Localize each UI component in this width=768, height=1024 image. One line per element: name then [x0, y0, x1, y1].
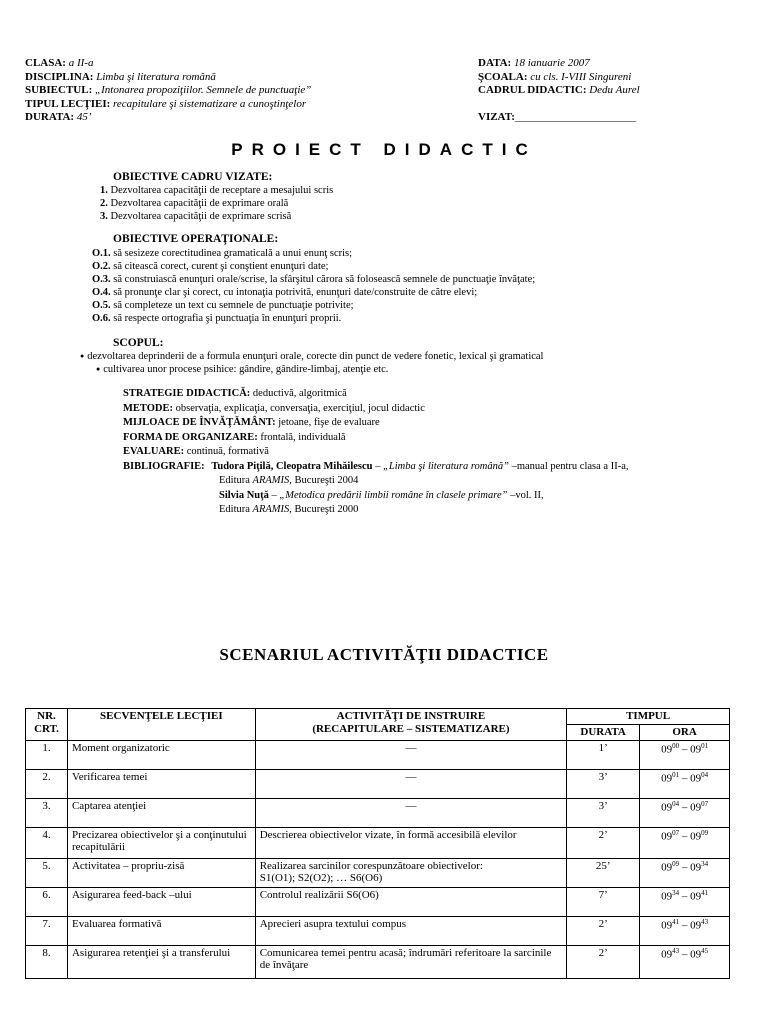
cell-ora: $09^{09} - 09^{34}$ [640, 859, 730, 888]
cell-activitate: Descrierea obiectivelor vizate, în formă accesibilă elevilor [255, 828, 566, 859]
cell-activitate: Aprecieri asupra textului compus [255, 917, 566, 946]
table-row [26, 917, 730, 946]
table-row [26, 859, 730, 888]
cell-activitate: — [255, 741, 566, 770]
table-row [26, 799, 730, 828]
bibliografie-row: Silvia Nuţă – „Metodica predării limbii române în clasele primare” –vol. II, [219, 489, 544, 501]
table-row [26, 946, 730, 979]
strategie-row: STRATEGIE DIDACTICĂ: deductivă, algoritmică [123, 388, 347, 399]
scenariu-table [25, 708, 730, 979]
obiective-cadru-heading: OBIECTIVE CADRU VIZATE: [113, 171, 273, 183]
cell-nr: 8. [26, 946, 68, 979]
cell-durata: 2’ [567, 946, 640, 979]
table-row [26, 828, 730, 859]
cell-ora: $09^{07} - 09^{09}$ [640, 828, 730, 859]
strategie-row: MIJLOACE DE ÎNVĂŢĂMÂNT: jetoane, fişe de evaluare [123, 417, 380, 428]
list-item: 1. Dezvoltarea capacităţii de receptare a mesajului scris [100, 185, 334, 196]
table-row [26, 888, 730, 917]
table-header-row [26, 709, 730, 725]
cell-durata: 3’ [567, 770, 640, 799]
header-durata: DURATA [567, 725, 640, 741]
cell-activitate: — [255, 770, 566, 799]
header-timpul: TIMPUL [567, 709, 730, 725]
obiective-operationale-list [92, 247, 535, 325]
list-item: O.1. să sesizeze corectitudinea gramaticală a unui enunţ scris; [92, 248, 353, 259]
cell-activitate: Comunicarea temei pentru acasă; îndrumări referitoare la sarcinile de învăţare [255, 946, 566, 979]
strategie-row: FORMA DE ORGANIZARE: frontală, individuală [123, 431, 346, 443]
scopul-heading: SCOPUL: [113, 337, 164, 349]
scopul-list [80, 350, 543, 376]
table-row [26, 770, 730, 799]
cell-secventa: Activitatea – propriu-zisă [67, 859, 255, 888]
header-row: SUBIECTUL: „Intonarea propoziţiilor. Semnele de punctuaţie” [25, 84, 312, 96]
cell-nr: 1. [26, 741, 68, 770]
list-item: O.6. să respecte ortografia şi punctuaţia în enunţuri proprii. [92, 313, 342, 324]
list-item: ● cultivarea unor procese psihice: gândire, gândire-limbaj, atenţie etc. [96, 363, 543, 376]
header-row: TIPUL LECŢIEI: recapitulare şi sistematizare a cunoştinţelor [25, 97, 307, 110]
cell-secventa: Precizarea obiectivelor şi a conţinutului recapitulării [67, 828, 255, 859]
bibliografie-row: BIBLIOGRAFIE: Tudora Piţilă, Cleopatra Mihăilescu – „Limba şi literatura română” –manual pentru clasa a II-a, [123, 460, 629, 472]
obiective-operationale-heading: OBIECTIVE OPERAŢIONALE: [113, 233, 279, 245]
list-item: ● dezvoltarea deprinderii de a formula enunţuri orale, corecte din punct de vedere fonetic, lexical şi gramatical [80, 350, 543, 363]
list-item: O.4. să pronunţe clar şi corect, cu intonaţia potrivită, enunţuri date/construite de către elevi; [92, 287, 478, 298]
header-row: CLASA: a II-a [25, 57, 94, 69]
cell-activitate: — [255, 799, 566, 828]
header-row: CADRUL DIDACTIC: Dedu Aurel [478, 84, 640, 96]
cell-activitate: Realizarea sarcinilor corespunzătoare obiectivelor: S1(O1); S2(O2); … S6(O6) [255, 859, 566, 888]
cell-nr: 4. [26, 828, 68, 859]
header-right [478, 57, 640, 125]
cell-secventa: Moment organizatoric [67, 741, 255, 770]
bibliografie-row: Editura ARAMIS, Bucureşti 2000 [219, 504, 359, 515]
cell-nr: 5. [26, 859, 68, 888]
strategie-row: METODE: observaţia, explicaţia, conversaţia, exerciţiul, jocul didactic [123, 402, 425, 414]
header-ora: ORA [640, 725, 730, 741]
obiective-cadru-list [100, 184, 333, 223]
cell-secventa: Asigurarea feed-back –ului [67, 888, 255, 917]
cell-secventa: Evaluarea formativă [67, 917, 255, 946]
list-item: 3. Dezvoltarea capacităţii de exprimare scrisă [100, 211, 292, 222]
header-nr: NR. CRT. [26, 709, 68, 741]
list-item: O.5. să completeze un text cu semnele de punctuaţie potrivite; [92, 300, 354, 311]
header-secventele: SECVENŢELE LECŢIEI [67, 709, 255, 741]
cell-ora: $09^{01} - 09^{04}$ [640, 770, 730, 799]
strategie-block [123, 387, 628, 518]
list-item: 2. Dezvoltarea capacităţii de exprimare orală [100, 198, 289, 209]
header-row: DISCIPLINA: Limba şi literatura română [25, 70, 216, 83]
cell-nr: 2. [26, 770, 68, 799]
cell-activitate: Controlul realizării S6(O6) [255, 888, 566, 917]
scenariu-title: SCENARIUL ACTIVITĂŢII DIDACTICE [219, 645, 549, 664]
header-row [478, 98, 640, 112]
cell-secventa: Asigurarea retenţiei şi a transferului [67, 946, 255, 979]
cell-durata: 3’ [567, 799, 640, 828]
header-row: VIZAT:______________________ [478, 111, 636, 123]
cell-durata: 1’ [567, 741, 640, 770]
header-row: DATA: 18 ianuarie 2007 [478, 57, 590, 69]
cell-ora: $09^{04} - 09^{07}$ [640, 799, 730, 828]
cell-durata: 2’ [567, 828, 640, 859]
cell-nr: 7. [26, 917, 68, 946]
cell-ora: $09^{34} - 09^{41}$ [640, 888, 730, 917]
list-item: O.2. să citească corect, curent şi conştient enunţuri date; [92, 261, 329, 272]
cell-ora: $09^{43} - 09^{45}$ [640, 946, 730, 979]
cell-nr: 6. [26, 888, 68, 917]
cell-secventa: Captarea atenţiei [67, 799, 255, 828]
cell-durata: 25’ [567, 859, 640, 888]
header-row: DURATA: 45’ [25, 111, 92, 123]
cell-secventa: Verificarea temei [67, 770, 255, 799]
cell-durata: 2’ [567, 917, 640, 946]
header-activitati: ACTIVITĂŢI DE INSTRUIRE (RECAPITULARE – SISTEMATIZARE) [255, 709, 566, 741]
document-title: PROIECT DIDACTIC [231, 140, 537, 159]
table-row [26, 741, 730, 770]
cell-ora: $09^{00} - 09^{01}$ [640, 741, 730, 770]
header-left [25, 57, 311, 125]
cell-nr: 3. [26, 799, 68, 828]
header-row: ŞCOALA: cu cls. I-VIII Singureni [478, 70, 632, 83]
cell-durata: 7’ [567, 888, 640, 917]
list-item: O.3. să construiască enunţuri orale/scrise, la sfârşitul cărora să folosească semnele de punctuaţie învăţate; [92, 274, 536, 285]
cell-ora: $09^{41} - 09^{43}$ [640, 917, 730, 946]
bibliografie-row: Editura ARAMIS, Bucureşti 2004 [219, 475, 359, 486]
strategie-row: EVALUARE: continuă, formativă [123, 446, 269, 457]
